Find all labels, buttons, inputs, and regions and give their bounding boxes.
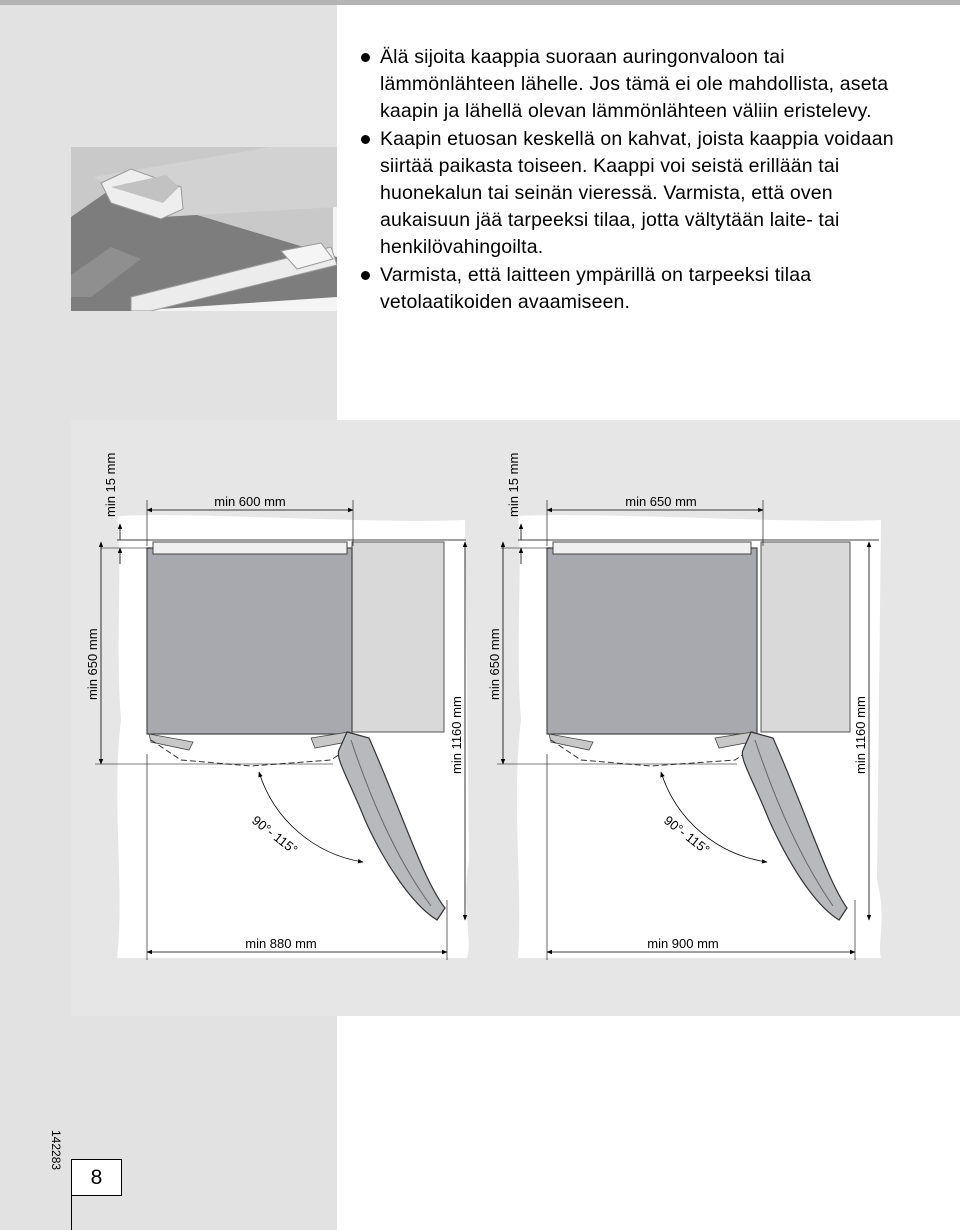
instruction-text: Kaapin etuosan keskellä on kahvat, joista kaappia voidaan siirtää paikasta toiseen. Kaappi voi seistä erillään tai huonekalun tai seinän vieressä. Varmista, että oven aukaisuun jää tarpeeksi tilaa, jotta vältytään laite- tai henkilövahingoilta. — [380, 127, 894, 259]
angle-label: 90°- 115° — [661, 812, 713, 858]
bullet-icon — [361, 53, 370, 62]
instruction-item — [360, 44, 920, 126]
width-label: min 600 mm — [214, 494, 286, 509]
instruction-text: Varmista, että laitteen ympärillä on tarpeeksi tilaa vetolaatikoiden avaamiseen. — [380, 263, 812, 313]
bullet-icon — [361, 271, 370, 280]
depth-label: min 650 mm — [487, 628, 502, 700]
bullet-icon — [361, 135, 370, 144]
diagram-left — [85, 453, 469, 960]
cabinet-base-illustration — [71, 147, 337, 311]
adjacent-furniture — [352, 542, 444, 732]
instruction-item — [360, 262, 920, 316]
fridge-body — [147, 548, 352, 734]
installation-diagrams — [71, 420, 960, 1016]
gap-label: min 15 mm — [506, 452, 521, 517]
depth-label: min 650 mm — [85, 628, 100, 700]
open-depth-label: min 1160 mm — [853, 696, 868, 774]
page-number: 8 — [71, 1159, 122, 1196]
instruction-item — [360, 126, 920, 262]
adjacent-furniture — [761, 542, 850, 732]
fridge-body — [547, 548, 757, 734]
angle-label: 90°- 115° — [249, 812, 301, 858]
instruction-text: Älä sijoita kaappia suoraan auringonvaloon tai lämmönlähteen lähelle. Jos tämä ei ole mahdollista, aseta kaapin ja lähellä olevan lämmönlähteen väliin eristelevy. — [380, 46, 889, 123]
fridge-back-rail — [553, 542, 751, 554]
diagram-right — [487, 453, 882, 960]
total-width-label: min 900 mm — [647, 936, 719, 951]
width-label: min 650 mm — [625, 494, 697, 509]
page-number-rule — [71, 1196, 72, 1230]
document-code: 142283 — [49, 1130, 63, 1171]
total-width-label: min 880 mm — [245, 936, 317, 951]
gap-label: min 15 mm — [103, 452, 118, 517]
open-depth-label: min 1160 mm — [449, 696, 464, 774]
fridge-back-rail — [153, 542, 347, 554]
instruction-list — [360, 44, 920, 316]
